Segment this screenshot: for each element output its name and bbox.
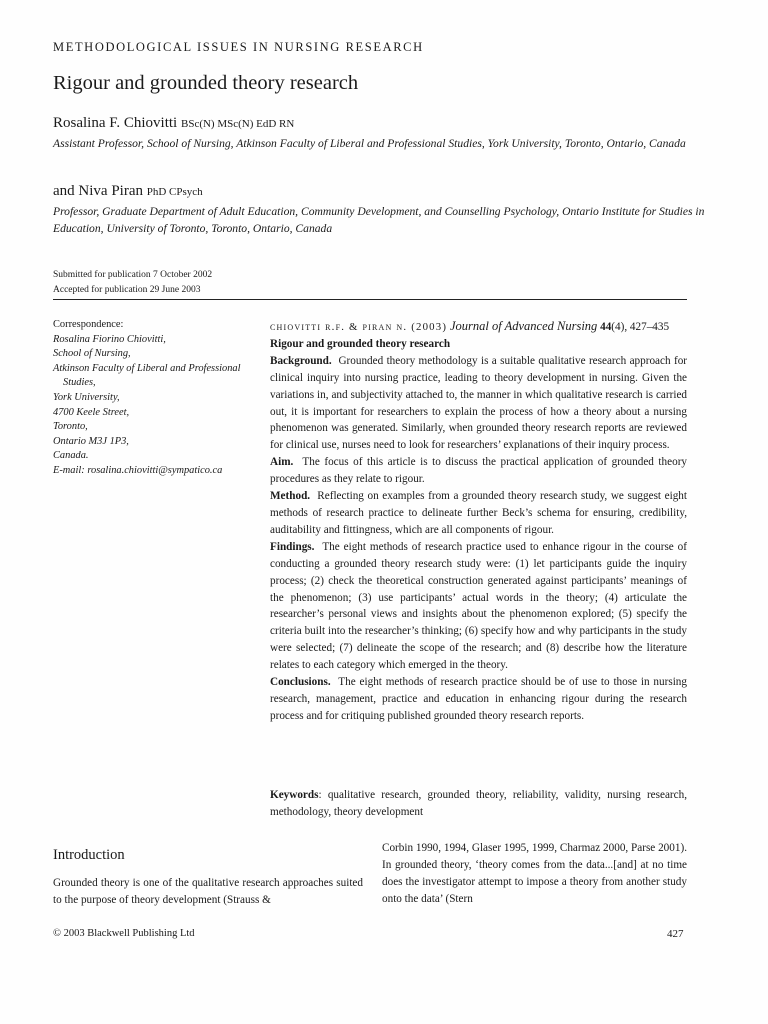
author-1-degrees: BSc(N) MSc(N) EdD RN	[180, 118, 295, 130]
submitted-date: Submitted for publication 7 October 2002	[53, 270, 213, 280]
abstract-aim	[270, 454, 687, 488]
correspondence-label: Correspondence:	[53, 319, 124, 330]
citation-volume: 44	[600, 321, 612, 333]
findings-text: The eight methods of research practice used to enhance rigour in the course of conducting a grounded theory research study were: (1) let participants guide the inquiry process; (2) check the theoretical construction generated against participants’ meanings of the phenomenon; (3) use participants’ actual words in the theory; (4) articulate the researcher’s personal views and insights about the phenomenon explored; (5) specify the criteria built into the researcher’s thinking; (6) specify how and why participants in the study were selected; (7) delineate the scope of the research; and (8) describe how the literature relates to each category which emerged in the theory.	[270, 540, 688, 672]
method-label: Method.	[270, 490, 311, 503]
section-label: METHODOLOGICAL ISSUES IN NURSING RESEARCH	[53, 40, 424, 54]
introduction-left-column: Grounded theory is one of the qualitative research approaches suited to the purpose of theory development (Strauss &	[53, 877, 363, 906]
author-1-name: Rosalina F. Chiovitti	[53, 115, 178, 131]
correspondence-line: Studies,	[63, 377, 96, 389]
correspondence-line: Toronto,	[53, 421, 88, 433]
findings-label: Findings.	[270, 540, 315, 553]
keywords-label: Keywords	[270, 789, 319, 801]
author-2-affiliation: Professor, Graduate Department of Adult Education, Community Development, and Counselling Psychology, Ontario Institute for Studies in Education, University of Toronto, Toronto, Ontario, Canada	[53, 205, 705, 235]
correspondence-block	[53, 318, 258, 479]
correspondence-line: Atkinson Faculty of Liberal and Professional	[53, 362, 241, 374]
correspondence-line: School of Nursing,	[53, 348, 131, 360]
correspondence-line: York University,	[53, 391, 120, 403]
copyright-notice: © 2003 Blackwell Publishing Ltd	[53, 928, 195, 939]
keywords: Keywords: qualitative research, grounded theory, reliability, validity, nursing research, methodology, theory development	[270, 789, 687, 818]
abstract-citation	[270, 318, 687, 336]
correspondence-line: Rosalina Fiorino Chiovitti,	[53, 333, 166, 345]
keywords-text: qualitative research, grounded theory, reliability, validity, nursing research, methodology, theory development	[270, 789, 687, 818]
background-text: Grounded theory methodology is a suitable qualitative research approach for clinical inquiry into nursing practice, leading to theory development in nursing. Given the variations in, and subjectivity attached to, the manner in which qualitative research is carried out, it is important for researchers to explain the process of how a theory about a nursing phenomenon was generated. Similarly, when grounded theory research reports are reviewed for clinical use, nurses need to look for researchers’ explanations of their inquiry process.	[270, 354, 688, 452]
publication-dates	[53, 268, 212, 298]
author-2-prefix: and	[53, 183, 75, 199]
author-2-degrees: PhD CPsych	[146, 186, 203, 198]
abstract	[270, 318, 687, 725]
citation-journal: Journal of Advanced Nursing	[449, 319, 598, 333]
background-label: Background.	[270, 354, 332, 367]
author-1	[53, 115, 294, 132]
citation-issue: (4), 427–435	[611, 321, 670, 333]
introduction-heading: Introduction	[53, 847, 125, 863]
author-2	[53, 183, 203, 200]
author-1-affiliation: Assistant Professor, School of Nursing, Atkinson Faculty of Liberal and Professional Studies, York University, Toronto, Ontario, Canada	[53, 137, 686, 150]
correspondence-line: Canada.	[53, 450, 89, 462]
aim-label: Aim.	[270, 456, 294, 469]
abstract-method	[270, 488, 687, 539]
conclusions-label: Conclusions.	[270, 676, 331, 689]
abstract-findings	[270, 539, 687, 674]
introduction-right-column: Corbin 1990, 1994, Glaser 1995, 1999, Charmaz 2000, Parse 2001). In grounded theory, ‘theory comes from the data...[and] at no time does the investigator attempt to impose a theory from another study onto the data’ (Stern	[382, 842, 687, 905]
correspondence-line: Ontario M3J 1P3,	[53, 435, 129, 447]
correspondence-line: 4700 Keele Street,	[53, 406, 130, 418]
header-rule	[53, 299, 687, 300]
abstract-title: Rigour and grounded theory research	[270, 337, 451, 350]
correspondence-email[interactable]: E-mail: rosalina.chiovitti@sympatico.ca	[53, 464, 223, 476]
aim-text: The focus of this article is to discuss the practical application of grounded theory procedures as they relate to rigour.	[270, 456, 688, 486]
author-2-name: Niva Piran	[78, 183, 143, 199]
conclusions-text: The eight methods of research practice should be of use to those in nursing research, management, practice and education in enhancing rigour during the research process and for critiquing published grounded theory research reports.	[270, 676, 687, 722]
article-title: Rigour and grounded theory research	[53, 72, 359, 94]
citation-authors: chiovitti r.f. & piran n. (2003)	[270, 321, 448, 333]
abstract-background	[270, 353, 687, 454]
page-number: 427	[667, 928, 684, 940]
accepted-date: Accepted for publication 29 June 2003	[53, 285, 201, 295]
abstract-conclusions	[270, 674, 687, 725]
method-text: Reflecting on examples from a grounded theory research study, we suggest eight methods of research practice to delineate further Beck’s schema for ensuring, credibility, auditability and fittingness, which are all components of rigour.	[270, 490, 687, 536]
